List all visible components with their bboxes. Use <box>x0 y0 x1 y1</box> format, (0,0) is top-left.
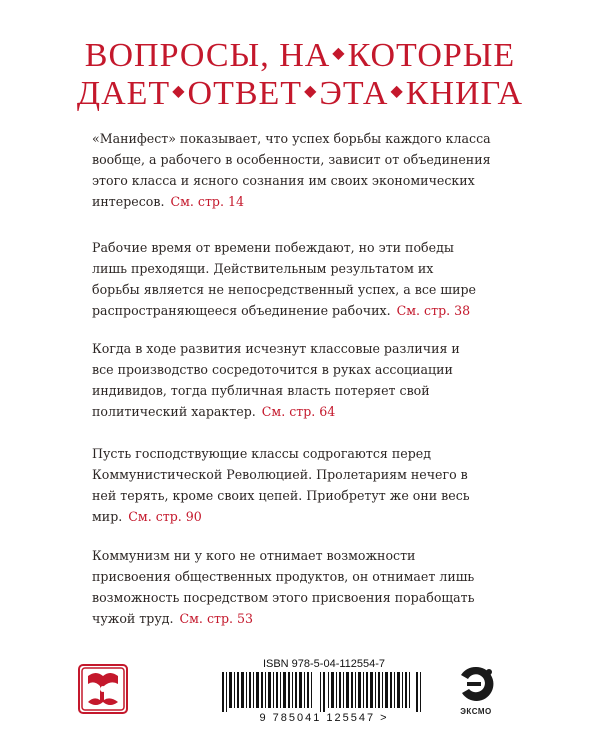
paragraph-line: Коммунистической Революцией. Пролетариям нечего в <box>92 467 468 482</box>
heading-word: НА <box>279 37 331 74</box>
paragraph-line: присвоения общественных продуктов, он отнимает лишь <box>92 569 475 584</box>
quote-paragraph-1 <box>92 128 552 212</box>
heading-word: ЭТА <box>319 75 389 112</box>
eksmo-logo-icon <box>456 664 496 704</box>
heading-line-2 <box>0 74 600 116</box>
paragraph-line: Коммунизм ни у кого не отнимает возможности <box>92 548 416 563</box>
series-logo-icon <box>78 664 128 714</box>
paragraph-line: «Манифест» показывает, что успех борьбы каждого класса <box>92 131 491 146</box>
barcode-block <box>214 658 434 728</box>
quote-paragraph-5 <box>92 545 552 629</box>
page-reference: См. стр. 64 <box>261 404 336 419</box>
paragraph-line: интересов. См. стр. 14 <box>92 194 245 209</box>
publisher-name: ЭКСМО <box>460 707 492 716</box>
paragraph-line: распространяющееся объединение рабочих. См. стр. 38 <box>92 303 471 318</box>
page-reference: См. стр. 38 <box>396 303 471 318</box>
paragraph-line: Когда в ходе развития исчезнут классовые различия и <box>92 341 460 356</box>
paragraph-line: мир. См. стр. 90 <box>92 509 202 524</box>
paragraph-line: этого класса и ясного сознания им своих экономических <box>92 173 475 188</box>
diamond-separator-icon: ◆ <box>390 83 404 101</box>
heading-line-1 <box>0 36 600 78</box>
heading-word: ОТВЕТ <box>187 75 303 112</box>
diamond-separator-icon: ◆ <box>332 45 346 63</box>
heading-word: ВОПРОСЫ, <box>84 37 270 74</box>
paragraph-line: возможность посредством этого присвоения порабощать <box>92 590 475 605</box>
paragraph-line: Пусть господствующие классы содрогаются перед <box>92 446 431 461</box>
diamond-separator-icon: ◆ <box>304 83 318 101</box>
paragraph-line: ней терять, кроме своих цепей. Приобретут же они весь <box>92 488 470 503</box>
quote-paragraph-2 <box>92 237 552 321</box>
paragraph-line: Рабочие время от времени побеждают, но эти победы <box>92 240 454 255</box>
paragraph-line: борьбы является не непосредственный успех, а все шире <box>92 282 477 297</box>
paragraph-line: лишь преходящи. Действительным результатом их <box>92 261 434 276</box>
paragraph-line: индивидов, тогда публичная власть потеряет свой <box>92 383 430 398</box>
quote-paragraph-3 <box>92 338 552 422</box>
diamond-separator-icon: ◆ <box>172 83 186 101</box>
heading-word: КНИГА <box>405 75 524 112</box>
quote-paragraph-4 <box>92 443 552 527</box>
paragraph-line: политический характер. См. стр. 64 <box>92 404 336 419</box>
page-reference: См. стр. 90 <box>128 509 202 524</box>
paragraph-line: вообще, а рабочего в особенности, зависит от объединения <box>92 152 491 167</box>
barcode-digits: 9 785041 125547 > <box>259 712 389 724</box>
barcode-icon <box>218 672 430 712</box>
page-reference: См. стр. 53 <box>179 611 254 626</box>
heading-word: КОТОРЫЕ <box>347 37 516 74</box>
isbn-text: ISBN 978-5-04-112554-7 <box>262 658 386 670</box>
paragraph-line: чужой труд. См. стр. 53 <box>92 611 254 626</box>
heading-word: ДАЕТ <box>76 75 171 112</box>
paragraph-line: все производство сосредоточится в руках ассоциации <box>92 362 453 377</box>
page-reference: См. стр. 14 <box>170 194 245 209</box>
